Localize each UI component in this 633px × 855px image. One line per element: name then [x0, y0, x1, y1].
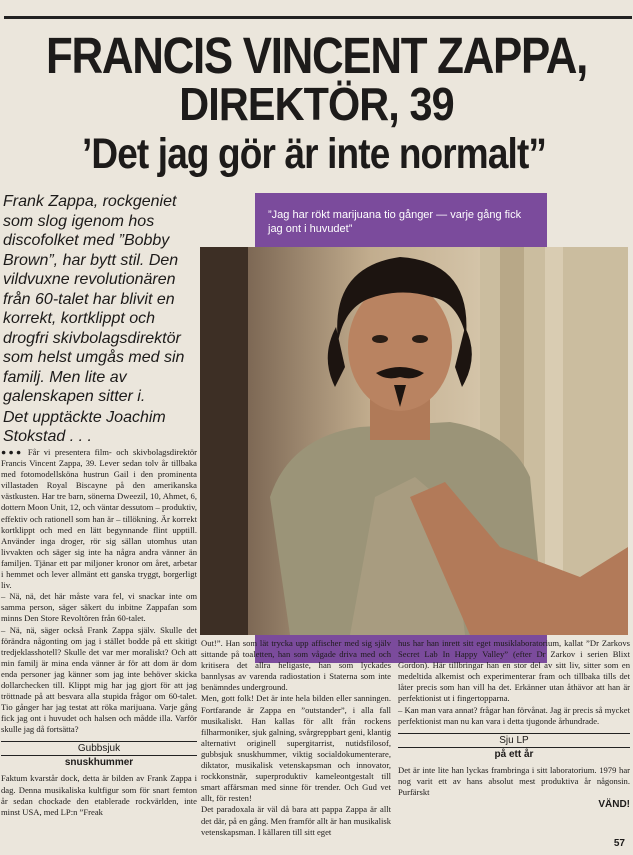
- subheading-line-2: snuskhummer: [1, 755, 197, 769]
- headline-quote: ’Det jag gör är inte normalt”: [81, 130, 547, 178]
- body-column-3: [398, 638, 630, 810]
- subheading-sju-lp: [398, 733, 630, 761]
- headline-line-1: FRANCIS VINCENT ZAPPA,: [45, 27, 588, 84]
- portrait-illustration: [200, 247, 628, 635]
- continue-label: VÄND!: [598, 799, 630, 811]
- page-number: 57: [613, 838, 625, 849]
- col3-paragraph-3: Det är inte lite han lyckas frambringa i sitt laboratorium. 1979 har nog varit ett av hans absolut mest produktiva år någonsin. Purfärskt: [398, 764, 630, 797]
- col1-paragraph-1: ●●● Får vi presentera film- och skivbolagsdirektör Francis Vincent Zappa, 39. Lever sedan tolv år tillbaka med fotomodellsköna hustrun Gail i den prominenta villastaden Royal Biscayne på den amerikanska västkusten. Har tre barn, sönerna Dweezil, 10, Ahmet, 6, dottern Moon Unit, 12, och väntar dessutom – produktiv, effektiv och rationell som han är – tillökning. Är korrekt kortklippt och med en lätt begynnande flint upptill. Använder inga droger, rör sig sällan utomhus utan livvakten och säger sig inte ha några andra vänner än familjen. Tjänar ett par miljoner kronor om året, arbetar i hemmet och lever allmänt ett ganska tryggt, borgerligt liv.: [1, 447, 197, 591]
- body-column-1: [1, 447, 197, 818]
- lead-text: Frank Zappa, rockgeniet som slog igenom hos discofolket med ”Bobby Brown”, har bytt stil. Den vildvuxne revolutionären från 60-talet har blivit en korrekt, kortklippt och drogfri skivbolagsdirektör som helst umgås med sin familj. Men lite av galenskapen sitter i.: [3, 193, 185, 405]
- subheading-line-2: på ett år: [398, 747, 630, 761]
- col2-paragraph-3: Det paradoxala är väl då bara att pappa Zappa är allt det där, på en gång. Men framför allt är han musikalisk vetenskapsman. I källaren till sitt eget: [201, 804, 391, 837]
- lead-byline: Det upptäckte Joachim Stokstad . . .: [3, 408, 166, 445]
- body-column-2: [201, 638, 391, 838]
- portrait-photo: [200, 247, 628, 635]
- subheading-line-1: Gubbsjuk: [77, 743, 121, 755]
- col3-paragraph-2: – Kan man vara annat? frågar han förvånat. Jag är precis så mycket perfektionist man nu kan vara i detta tjugonde århundrade.: [398, 704, 630, 726]
- top-rule: [4, 16, 632, 19]
- col2-paragraph-2: Men, gott folk! Det är inte hela bilden eller sanningen. Fortfarande är Zappa en ”outstander”, i alla fall musikaliskt. Han kallas för allt från rockens filharmoniker, sjuk galning, svårgreppbart geni, klantig alternativt originell supergitarrist, nutidsfilosof, gubbsjuk snuskhummer, viktig socialdokumenterare, diktator, musikalisk vetenskapsman och innovator, rockkonstnär, superproduktiv kameleontgestalt till smart affärsman med sinne för trender. Och Gud vet allt, för resten!: [201, 693, 391, 804]
- subheading-gubbsjuk: [1, 741, 197, 769]
- pull-quote: ”Jag har rökt marijuana tio gånger — varje gång fick jag ont i huvudet”: [268, 209, 522, 235]
- col3-paragraph-1: hus har han inrett sitt eget musiklaboratorium, kallat ”Dr Zarkovs Secret Lab In Happy Valley” (efter Dr Zarkov i serien Blixt Gordon). Här tillbringar han en stor del av sitt liv, sitter som en medeltida alkemist och experimenterar fram och tillbaka tills det låter precis som han vill ha det. Erkänner utan åthävor att han är perfektionist ut i fingertopparna.: [398, 638, 630, 704]
- col1-paragraph-4: Faktum kvarstår dock, detta är bilden av Frank Zappa i dag. Denna musikaliska kultfigur som för snart femton år sedan chockade den etablerade rockvärlden, inte minst USA, med LP:n ”Freak: [1, 773, 197, 817]
- subheading-line-1: Sju LP: [499, 734, 529, 746]
- col2-paragraph-1: Out!”. Han som lät trycka upp affischer med sig själv sittande på toaletten, han som vågade driva med och kritisera det allra heligaste, han som lyckades bannlysas av varenda radiostation i Staterna som inte benämndes underground.: [201, 638, 391, 693]
- col1-paragraph-2: – Nä, nä, det här måste vara fel, vi snackar inte om samma person, säger säkert du inbitne Zappafan som minns Den Store Revoltören från 60-talet.: [1, 591, 197, 624]
- col1-paragraph-3: – Nä, nä, säger också Frank Zappa själv. Skulle det förändra någonting om jag i stället bodde på ett skitigt tredjeklasshotell? Skulle det var mer moraliskt? Och att min familj är mina enda vänner är för att dom är dom enda personer jag känner som jag inte behöver skicka dollarchecken till. Klippt mig har jag gjort för att jag tröttnade på att besvara alla stupida frågor om 60-talet. Tio gånger har jag testat att röka marijuana. Varje gång fick jag ont i huvudet och halsen och mådde illa. Varför skulle jag då fortsätta?: [1, 624, 197, 735]
- headline-line-2: DIREKTÖR, 39: [179, 78, 454, 130]
- lead-paragraph: [3, 192, 203, 448]
